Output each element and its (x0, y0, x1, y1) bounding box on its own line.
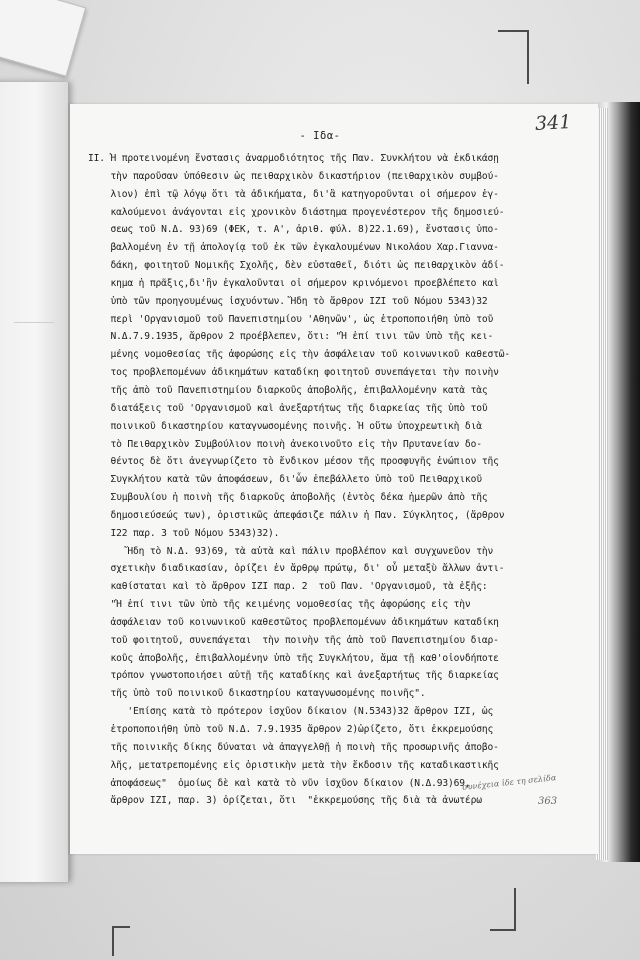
text-line: περὶ 'Οργανισμοῦ τοῦ Πανεπιστημίου 'Αθηνῶν', ὡς ἐτροποποιήθη ὑπὸ τοῦ (88, 313, 494, 325)
body-text (88, 150, 596, 810)
text-line: τοῦ φοιτητοῦ, συνεπάγεται τὴν ποινὴν τῆς ἀπὸ τοῦ Πανεπιστημίου διαρ- (88, 634, 499, 646)
text-line: ΙΙ. Ἡ προτεινομένη ἔνστασις ἀναρμοδιότητος τῆς Παν. Συνκλήτου νὰ ἐκδικάσῃ (88, 153, 499, 164)
text-line: ἐτροποποιήθη ὑπὸ τοῦ Ν.Δ. 7.9.1935 ἄρθρον 2)ὡρίζετο, ὅτι ἐκκρεμούσης (88, 724, 494, 735)
text-line: Συγκλήτου κατὰ τῶν ἀποφάσεων, δι'ὧν ἐπεβάλλετο ὑπὸ τοῦ Πειθαρχικοῦ (88, 474, 482, 486)
text-line: τῆς ποινικῆς δίκης δύναται νὰ ἀπαγγελθῇ ἡ ποινὴ τῆς προσωρινῆς ἀποβο- (88, 741, 499, 753)
crop-mark (498, 30, 528, 32)
document-page (70, 104, 598, 854)
text-line: σχετικὴν διαδικασίαν, ὁρίζει ἐν ἄρθρῳ πρώτῳ, δι' οὗ μεταξὺ ἄλλων ἀντι- (88, 563, 505, 575)
text-line: λιον) ἐπὶ τῷ λόγῳ ὅτι τὰ ἀδικήματα, δι'ἃ κατηγοροῦνται οἱ σήμερον ἐγ- (88, 188, 499, 200)
text-line: καλούμενοι ἀνάγονται εἰς χρονικὸν διάστημα προγενέστερον τῆς δημοσιεύ- (88, 206, 505, 218)
handwritten-folio-number: 341 (534, 111, 572, 135)
text-line: τῆς ὑπὸ τοῦ ποινικοῦ δικαστηρίου καταγνωσομένης ποινῆς". (88, 688, 426, 700)
text-line: κημα ἡ πρᾶξις,δι'ἣν ἐγκαλοῦνται οἱ σήμερον κρινόμενοι προεβλέπετο καὶ (88, 277, 499, 289)
text-line: θέντος δὲ ὅτι ἀνεγνωρίζετο τὸ ἔνδικον μέσον τῆς προσφυγῆς ἐνώπιον τῆς (88, 456, 499, 468)
crop-mark (527, 30, 529, 84)
text-line: ἀσφάλειαν τοῦ κοινωνικοῦ καθεστῶτος προβλεπομένων ἀδικημάτων καταδίκη (88, 616, 499, 628)
page-number: - Ιδα- (299, 130, 341, 142)
text-line: διατάξεις τοῦ 'Οργανισμοῦ καὶ ἀνεξαρτήτως τῆς διαρκείας τῆς ὑπὸ τοῦ (88, 402, 488, 414)
left-page-smudge (14, 322, 54, 323)
crop-mark (112, 926, 114, 956)
handwritten-margin-number: 363 (538, 796, 558, 807)
text-line: τρόπον γνωστοποιήσει αὐτῇ τῆς καταδίκης καὶ ἀνεξαρτήτως τῆς διαρκείας (88, 670, 499, 682)
text-line: Ν.Δ.7.9.1935, ἄρθρον 2 προέβλεπεν, ὅτι: "Ἡ ἐπί τινι τῶν ὑπὸ τῆς κει- (88, 331, 494, 343)
text-line: ἀποφάσεως" ὁμοίως δὲ καὶ κατὰ τὸ νῦν ἰσχῦον δίκαιον (Ν.Δ.93)69, (88, 777, 471, 789)
crop-mark (112, 926, 130, 928)
text-line: ἄρθρον ΙΖΙ, παρ. 3) ὁρίζεται, ὅτι "ἐκκρεμούσης τῆς διὰ τὰ ἀνωτέρω (88, 795, 482, 807)
text-line: Ἤδη τὸ Ν.Δ. 93)69, τὰ αὐτὰ καὶ πάλιν προβλέπον καὶ συγχωνεῦον τὴν (88, 545, 494, 557)
text-line: τος προβλεπομένων ἀδικημάτων καταδίκη φοιτητοῦ συνεπάγεται τὴν ποινὴν (88, 367, 499, 379)
text-line: καθίσταται καὶ τὸ ἄρθρον ΙΖΙ παρ. 2 τοῦ Παν. 'Οργανισμοῦ, τὰ ἑξῆς: (88, 581, 488, 593)
text-line: σεως τοῦ Ν.Δ. 93)69 (ΦΕΚ, τ. Α', ἀριθ. φύλ. 8)22.1.69), ἔνστασις ὑπο- (88, 224, 499, 236)
text-line: ποινικοῦ δικαστηρίου καταγνωσομένης ποινῆς. Ἡ οὕτω ὑποχρεωτικὴ διὰ (88, 420, 482, 432)
text-line: "Ἡ ἐπί τινι τῶν ὑπὸ τῆς κειμένης νομοθεσίας τῆς ἀφορώσης εἰς τὴν (88, 599, 471, 611)
text-line: δημοσιεύσεώς των), ὁριστικῶς ἀπεφάσιζε πάλιν ἡ Παν. Σύγκλητος, (ἄρθρον (88, 509, 505, 521)
text-line: λῆς, μετατρεπομένης εἰς ὁριστικὴν μετὰ τὴν ἔκδοσιν τῆς καταδικαστικῆς (88, 759, 499, 771)
text-line: τὸ Πειθαρχικὸν Συμβούλιον ποινὴ ἀνεκοινοῦτο εἰς τὴν Πρυτανείαν δο- (88, 438, 482, 450)
crop-mark (514, 888, 516, 930)
left-facing-page (0, 82, 69, 882)
text-line: κοῦς ἀποβολῆς, ἐπιβαλλομένην ὑπὸ τῆς Συγκλήτου, ἅμα τῇ καθ'οἱονδήποτε (88, 652, 499, 664)
crop-mark (490, 929, 516, 931)
text-line: δάκη, φοιτητοῦ Νομικῆς Σχολῆς, δὲν εὐσταθεῖ, διότι ὡς πειθαρχικὸν ἀδί- (88, 260, 505, 272)
text-line: μένης νομοθεσίας τῆς ἀφορώσης εἰς τὴν ἀσφάλειαν τοῦ κοινωνικοῦ καθεστῶ- (88, 349, 510, 361)
text-line: 'Επίσης κατὰ τὸ πρότερον ἰσχῦον δίκαιον (Ν.5343)32 ἄρθρον ΙΖΙ, ὡς (88, 706, 494, 718)
text-line: ὑπὸ τῶν προηγουμένως ἰσχυόντων. Ἤδη τὸ ἄρθρον ΙΖΙ τοῦ Νόμου 5343)32 (88, 295, 488, 307)
handwritten-margin-note: συνέχεια ἰδε τη σελίδα (461, 773, 557, 792)
text-line: βαλλομένη ἐν τῇ ἀπολογίᾳ τοῦ ἐκ τῶν ἐγκαλουμένων Νικολάου Χαρ.Γιαννα- (88, 242, 499, 254)
text-line: τὴν παροῦσαν ὑπόθεσιν ὡς πειθαρχικὸν δικαστήριον (πειθαρχικὸν συμβού- (88, 170, 499, 182)
text-line: Συμβουλίου ἡ ποινὴ τῆς διαρκοῦς ἀποβολῆς (ἐντὸς δέκα ἡμερῶν ἀπὸ τῆς (88, 492, 488, 504)
text-line: τῆς ἀπὸ τοῦ Πανεπιστημίου διαρκοῦς ἀποβολῆς, ἐπιβαλλομένην κατὰ τὰς (88, 384, 488, 396)
text-line: Ι22 παρ. 3 τοῦ Νόμου 5343)32). (88, 527, 280, 539)
